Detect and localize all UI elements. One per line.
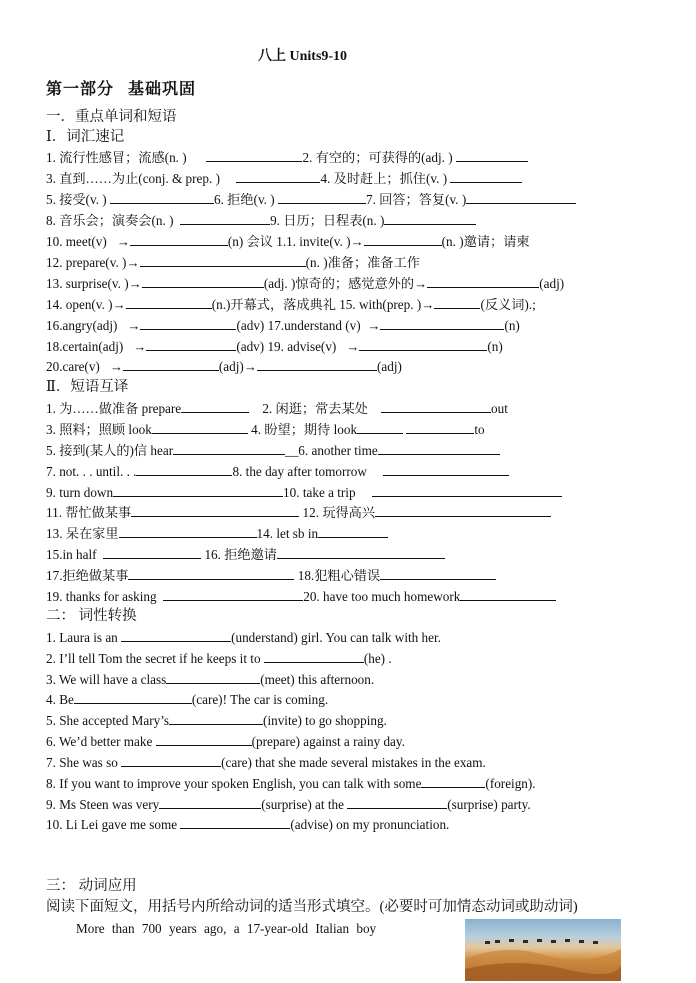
phrase-line: 3. 照料；照顾 look 4. 盼望；期待 look to — [46, 422, 485, 437]
answer-blank[interactable] — [131, 504, 299, 517]
vocab-line: 18.certain(adj) → (adv) 19. advise(v) → (n) — [46, 339, 503, 354]
phrase-line: 7. not. . . until. . . 8. the day after tomorrow — [46, 463, 509, 481]
phrase-line: 1. 为……做准备 prepare 2. 闲逛；常去某处 out — [46, 401, 508, 416]
answer-blank[interactable] — [121, 629, 231, 642]
passage-first-line: More than 700 years ago, a 17-year-old Italian boy — [76, 921, 377, 936]
answer-blank[interactable] — [140, 317, 236, 330]
vocab-line: 1. 流行性感冒；流感(n. ) 2. 有空的；可获得的(adj. ) — [46, 149, 528, 167]
sentence-7: 7. She was so (care) that she made several mistakes in the exam. — [46, 755, 486, 770]
answer-blank[interactable] — [130, 233, 228, 246]
answer-blank[interactable] — [318, 525, 388, 538]
answer-blank[interactable] — [123, 358, 219, 371]
desert-illustration — [465, 919, 621, 981]
phrase-line: 15.in half 16. 拒绝邀请 — [46, 546, 445, 564]
part-label: 第一部分 — [46, 81, 115, 98]
answer-blank[interactable] — [460, 588, 556, 601]
sentence-3: 3. We will have a class (meet) this afternoon. — [46, 672, 375, 687]
answer-blank[interactable] — [456, 149, 528, 162]
vocab-line: 3. 直到……为止(conj. & prep. ) 4. 及时赶上；抓住(v. ) — [46, 170, 522, 188]
answer-blank[interactable] — [380, 567, 496, 580]
sentence-6: 6. We’d better make (prepare) against a rainy day. — [46, 734, 405, 749]
sentence-2: 2. I’ll tell Tom the secret if he keeps it to (he) . — [46, 651, 392, 666]
phrase-line: 17.拒绝做某事 18.犯粗心错误 — [46, 567, 496, 585]
part-name: 基础巩固 — [128, 81, 197, 98]
answer-blank[interactable] — [357, 421, 403, 434]
answer-blank[interactable] — [156, 733, 252, 746]
answer-blank[interactable] — [146, 338, 236, 351]
answer-blank[interactable] — [173, 442, 285, 455]
answer-blank[interactable] — [159, 796, 261, 809]
answer-blank[interactable] — [347, 796, 447, 809]
answer-blank[interactable] — [406, 421, 474, 434]
answer-blank[interactable] — [383, 463, 509, 476]
sentence-1: 1. Laura is an (understand) girl. You can talk with her. — [46, 630, 441, 645]
answer-blank[interactable] — [180, 816, 290, 829]
vocab-line: 13. surprise(v. )→ (adj. )惊奇的；感觉意外的→ (adj) — [46, 276, 565, 291]
sentence-4: 4. Be (care)! The car is coming. — [46, 692, 329, 707]
answer-blank[interactable] — [152, 421, 248, 434]
desert-camel-photo — [465, 919, 621, 981]
answer-blank[interactable] — [378, 442, 500, 455]
answer-blank[interactable] — [180, 212, 270, 225]
answer-blank[interactable] — [121, 754, 221, 767]
section-heading-word-forms: 二： 词性转换 — [46, 608, 137, 624]
phrase-line: 11. 帮忙做某事 12. 玩得高兴 — [46, 504, 551, 522]
sentence-10: 10. Li Lei gave me some (advise) on my pronunciation. — [46, 817, 450, 832]
answer-blank[interactable] — [264, 650, 364, 663]
answer-blank[interactable] — [140, 254, 306, 267]
vocab-line: 8. 音乐会；演奏会(n. ) 9. 日历；日程表(n. ) — [46, 212, 476, 230]
vocab-line: 20.care(v) → (adj)→ (adj) — [46, 359, 402, 374]
phrase-line: 5. 接到(某人的)信 hear __6. another time — [46, 442, 500, 460]
answer-blank[interactable] — [257, 358, 377, 371]
answer-blank[interactable] — [359, 338, 487, 351]
sentence-8: 8. If you want to improve your spoken English, you can talk with some (foreign). — [46, 776, 536, 791]
answer-blank[interactable] — [163, 588, 303, 601]
answer-blank[interactable] — [166, 671, 260, 684]
answer-blank[interactable] — [126, 296, 212, 309]
page-title: 八上 Units9-10 — [258, 49, 348, 64]
vocab-line: 5. 接受(v. ) 6. 拒绝(v. ) 7. 回答；答复(v. ) — [46, 191, 576, 209]
subsection-phrases: Ⅱ．短语互译 — [46, 379, 129, 395]
answer-blank[interactable] — [103, 546, 201, 559]
answer-blank[interactable] — [236, 170, 320, 183]
answer-blank[interactable] — [384, 212, 476, 225]
answer-blank[interactable] — [110, 191, 214, 204]
vocab-line: 10. meet(v) → (n) 会议 1.1. invite(v. )→ (n. )邀请；请柬 — [46, 234, 530, 249]
answer-blank[interactable] — [113, 484, 283, 497]
phrase-line: 19. thanks for asking 20. have too much homework — [46, 588, 556, 606]
sentence-5: 5. She accepted Mary’s (invite) to go shopping. — [46, 713, 387, 728]
answer-blank[interactable] — [466, 191, 576, 204]
section-heading-verbs: 三： 动词应用 — [46, 878, 137, 894]
answer-blank[interactable] — [169, 712, 263, 725]
section-instruction: 阅读下面短文，用括号内所给动词的适当形式填空。(必要时可加情态动词或助动词) — [46, 899, 578, 915]
vocab-line: 14. open(v. )→ (n.)开幕式，落成典礼 15. with(prep. )→ (反义词).; — [46, 297, 536, 312]
answer-blank[interactable] — [142, 275, 264, 288]
answer-blank[interactable] — [421, 775, 485, 788]
answer-blank[interactable] — [136, 463, 232, 476]
answer-blank[interactable] — [434, 296, 480, 309]
answer-blank[interactable] — [206, 149, 302, 162]
answer-blank[interactable] — [381, 400, 491, 413]
answer-blank[interactable] — [119, 525, 257, 538]
answer-blank[interactable] — [181, 400, 249, 413]
answer-blank[interactable] — [450, 170, 522, 183]
answer-blank[interactable] — [364, 233, 442, 246]
answer-blank[interactable] — [375, 504, 551, 517]
answer-blank[interactable] — [128, 567, 294, 580]
phrase-line: 13. 呆在家里 14. let sb in — [46, 525, 388, 543]
section-heading-words: 一．重点单词和短语 — [46, 109, 177, 125]
phrase-line: 9. turn down 10. take a trip — [46, 484, 562, 502]
answer-blank[interactable] — [278, 191, 366, 204]
answer-blank[interactable] — [277, 546, 445, 559]
part-heading — [46, 76, 196, 99]
vocab-line: 16.angry(adj) → (adv) 17.understand (v) → (n) — [46, 318, 520, 333]
answer-blank[interactable] — [427, 275, 539, 288]
answer-blank[interactable] — [380, 317, 504, 330]
vocab-line: 12. prepare(v. )→ (n. )准备；准备工作 — [46, 255, 420, 270]
sentence-9: 9. Ms Steen was very (surprise) at the (surprise) party. — [46, 797, 531, 812]
answer-blank[interactable] — [74, 691, 192, 704]
answer-blank[interactable] — [372, 484, 562, 497]
subsection-vocab: Ⅰ．词汇速记 — [46, 129, 125, 145]
